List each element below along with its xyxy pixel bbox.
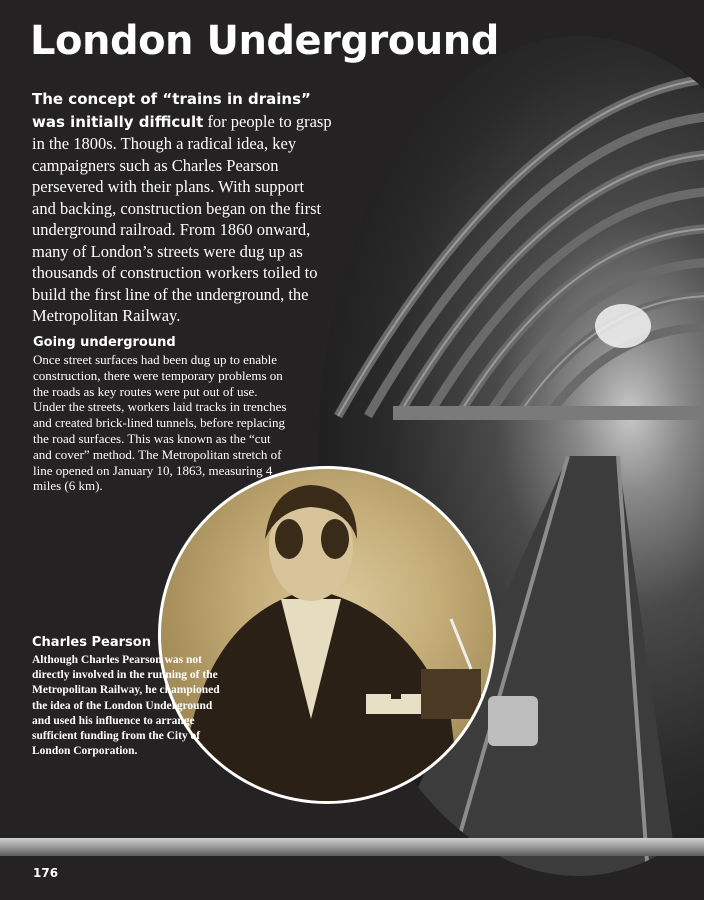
caption-heading: Charles Pearson [32, 635, 151, 650]
page-title: London Underground [30, 18, 499, 64]
intro-body: for people to grasp in the 1800s. Though a radical idea, key campaigners such as Charles Pearson persevered with their plans. With support and backing, construction began on the first underground railroad. From 1860 onward, many of London’s streets were dug up as thousands of construction workers toiled to build the first line of the underground, the Metropolitan Railway. [32, 111, 332, 325]
section-body: Once street surfaces had been dug up to enable construction, there were temporary problems on the roads as key routes were put out of use. Under the streets, workers laid tracks in trenches and created brick-lined tunnels, before replacing the road surfaces. This was known as the “cut and cover” method. The Metropolitan stretch of line opened on January 10, 1863, measuring 4 miles (6 km). [33, 352, 287, 494]
intro-paragraph [32, 88, 332, 327]
caption-text: Although Charles Pearson was not directly involved in the running of the Metropolitan Railway, he championed the idea of the London Underground and used his influence to arrange sufficient funding from the City of London Corporation. [32, 654, 220, 758]
page-number: 176 [33, 866, 59, 880]
footer-band [0, 838, 704, 856]
section-heading: Going underground [33, 335, 176, 350]
intro-lead: The concept of “trains in drains” was initially difficult [32, 90, 311, 131]
